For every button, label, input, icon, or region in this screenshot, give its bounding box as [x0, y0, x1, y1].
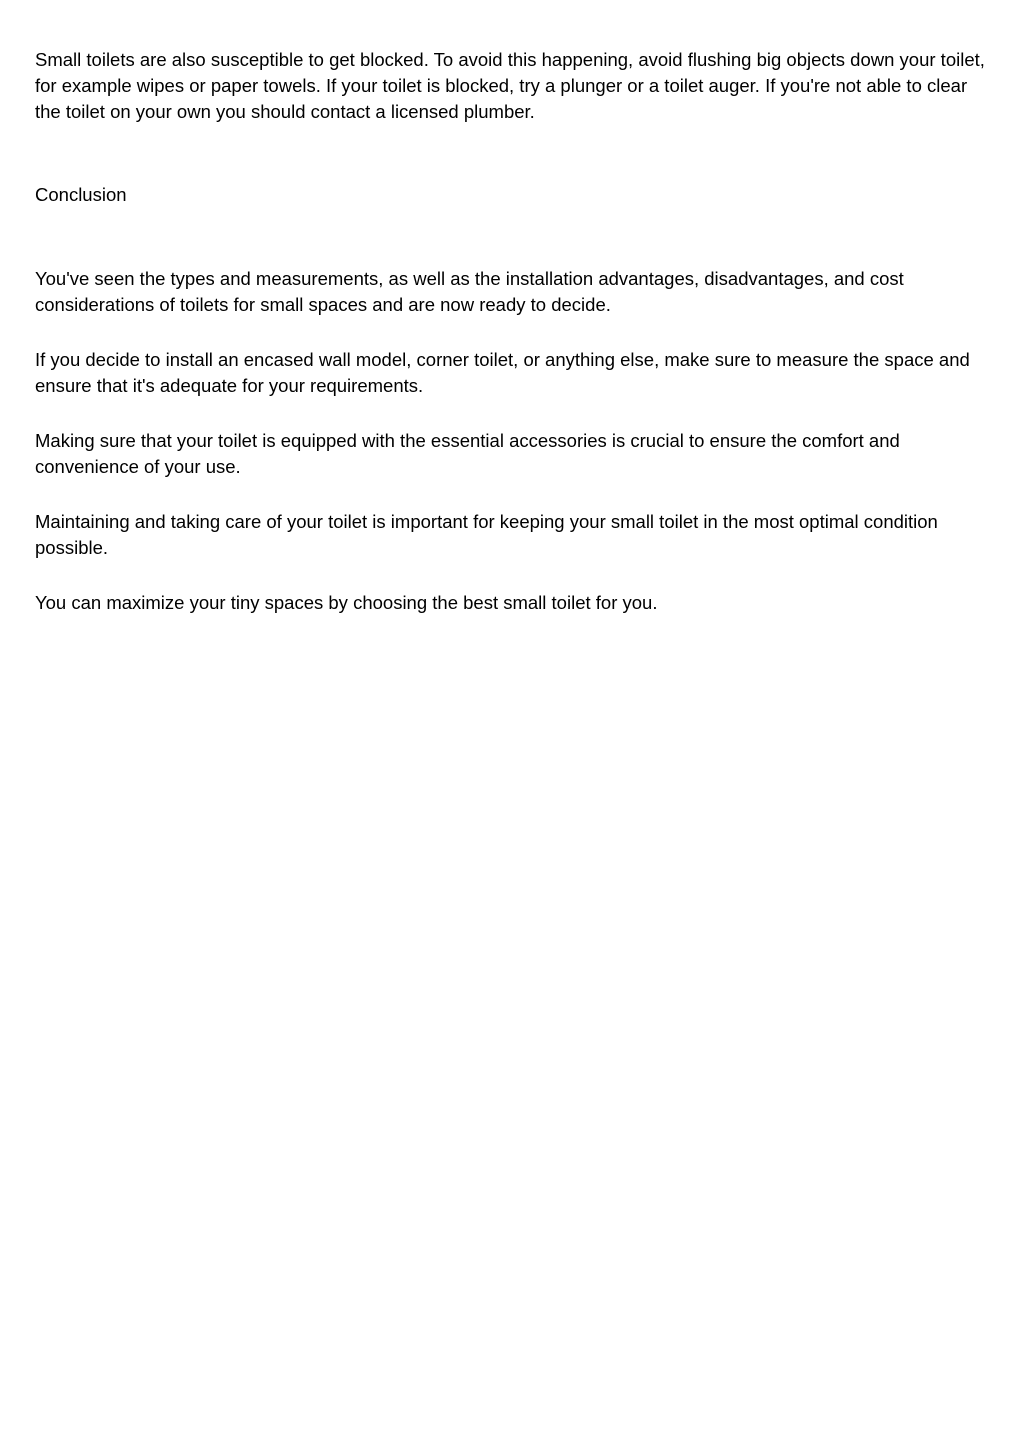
measure-space-paragraph: If you decide to install an encased wall model, corner toilet, or anything else, make sure to measure the space and ensure that it's adequate for your requirements. — [35, 349, 970, 396]
blockage-paragraph: Small toilets are also susceptible to get blocked. To avoid this happening, avoid flushing big objects down your toilet, for example wipes or paper towels. If your toilet is blocked, try a plunger or a toilet auger. If you're not able to clear the toilet on your own you should contact a licensed plumber. — [35, 49, 985, 122]
closing-paragraph: You can maximize your tiny spaces by choosing the best small toilet for you. — [35, 592, 658, 613]
conclusion-heading: Conclusion — [35, 184, 127, 205]
maintenance-paragraph: Maintaining and taking care of your toilet is important for keeping your small toilet in the most optimal condition possible. — [35, 511, 938, 558]
summary-paragraph: You've seen the types and measurements, as well as the installation advantages, disadvantages, and cost considerations of toilets for small spaces and are now ready to decide. — [35, 268, 904, 315]
accessories-paragraph: Making sure that your toilet is equipped with the essential accessories is crucial to ensure the comfort and convenience of your use. — [35, 430, 900, 477]
document-page — [35, 47, 990, 645]
